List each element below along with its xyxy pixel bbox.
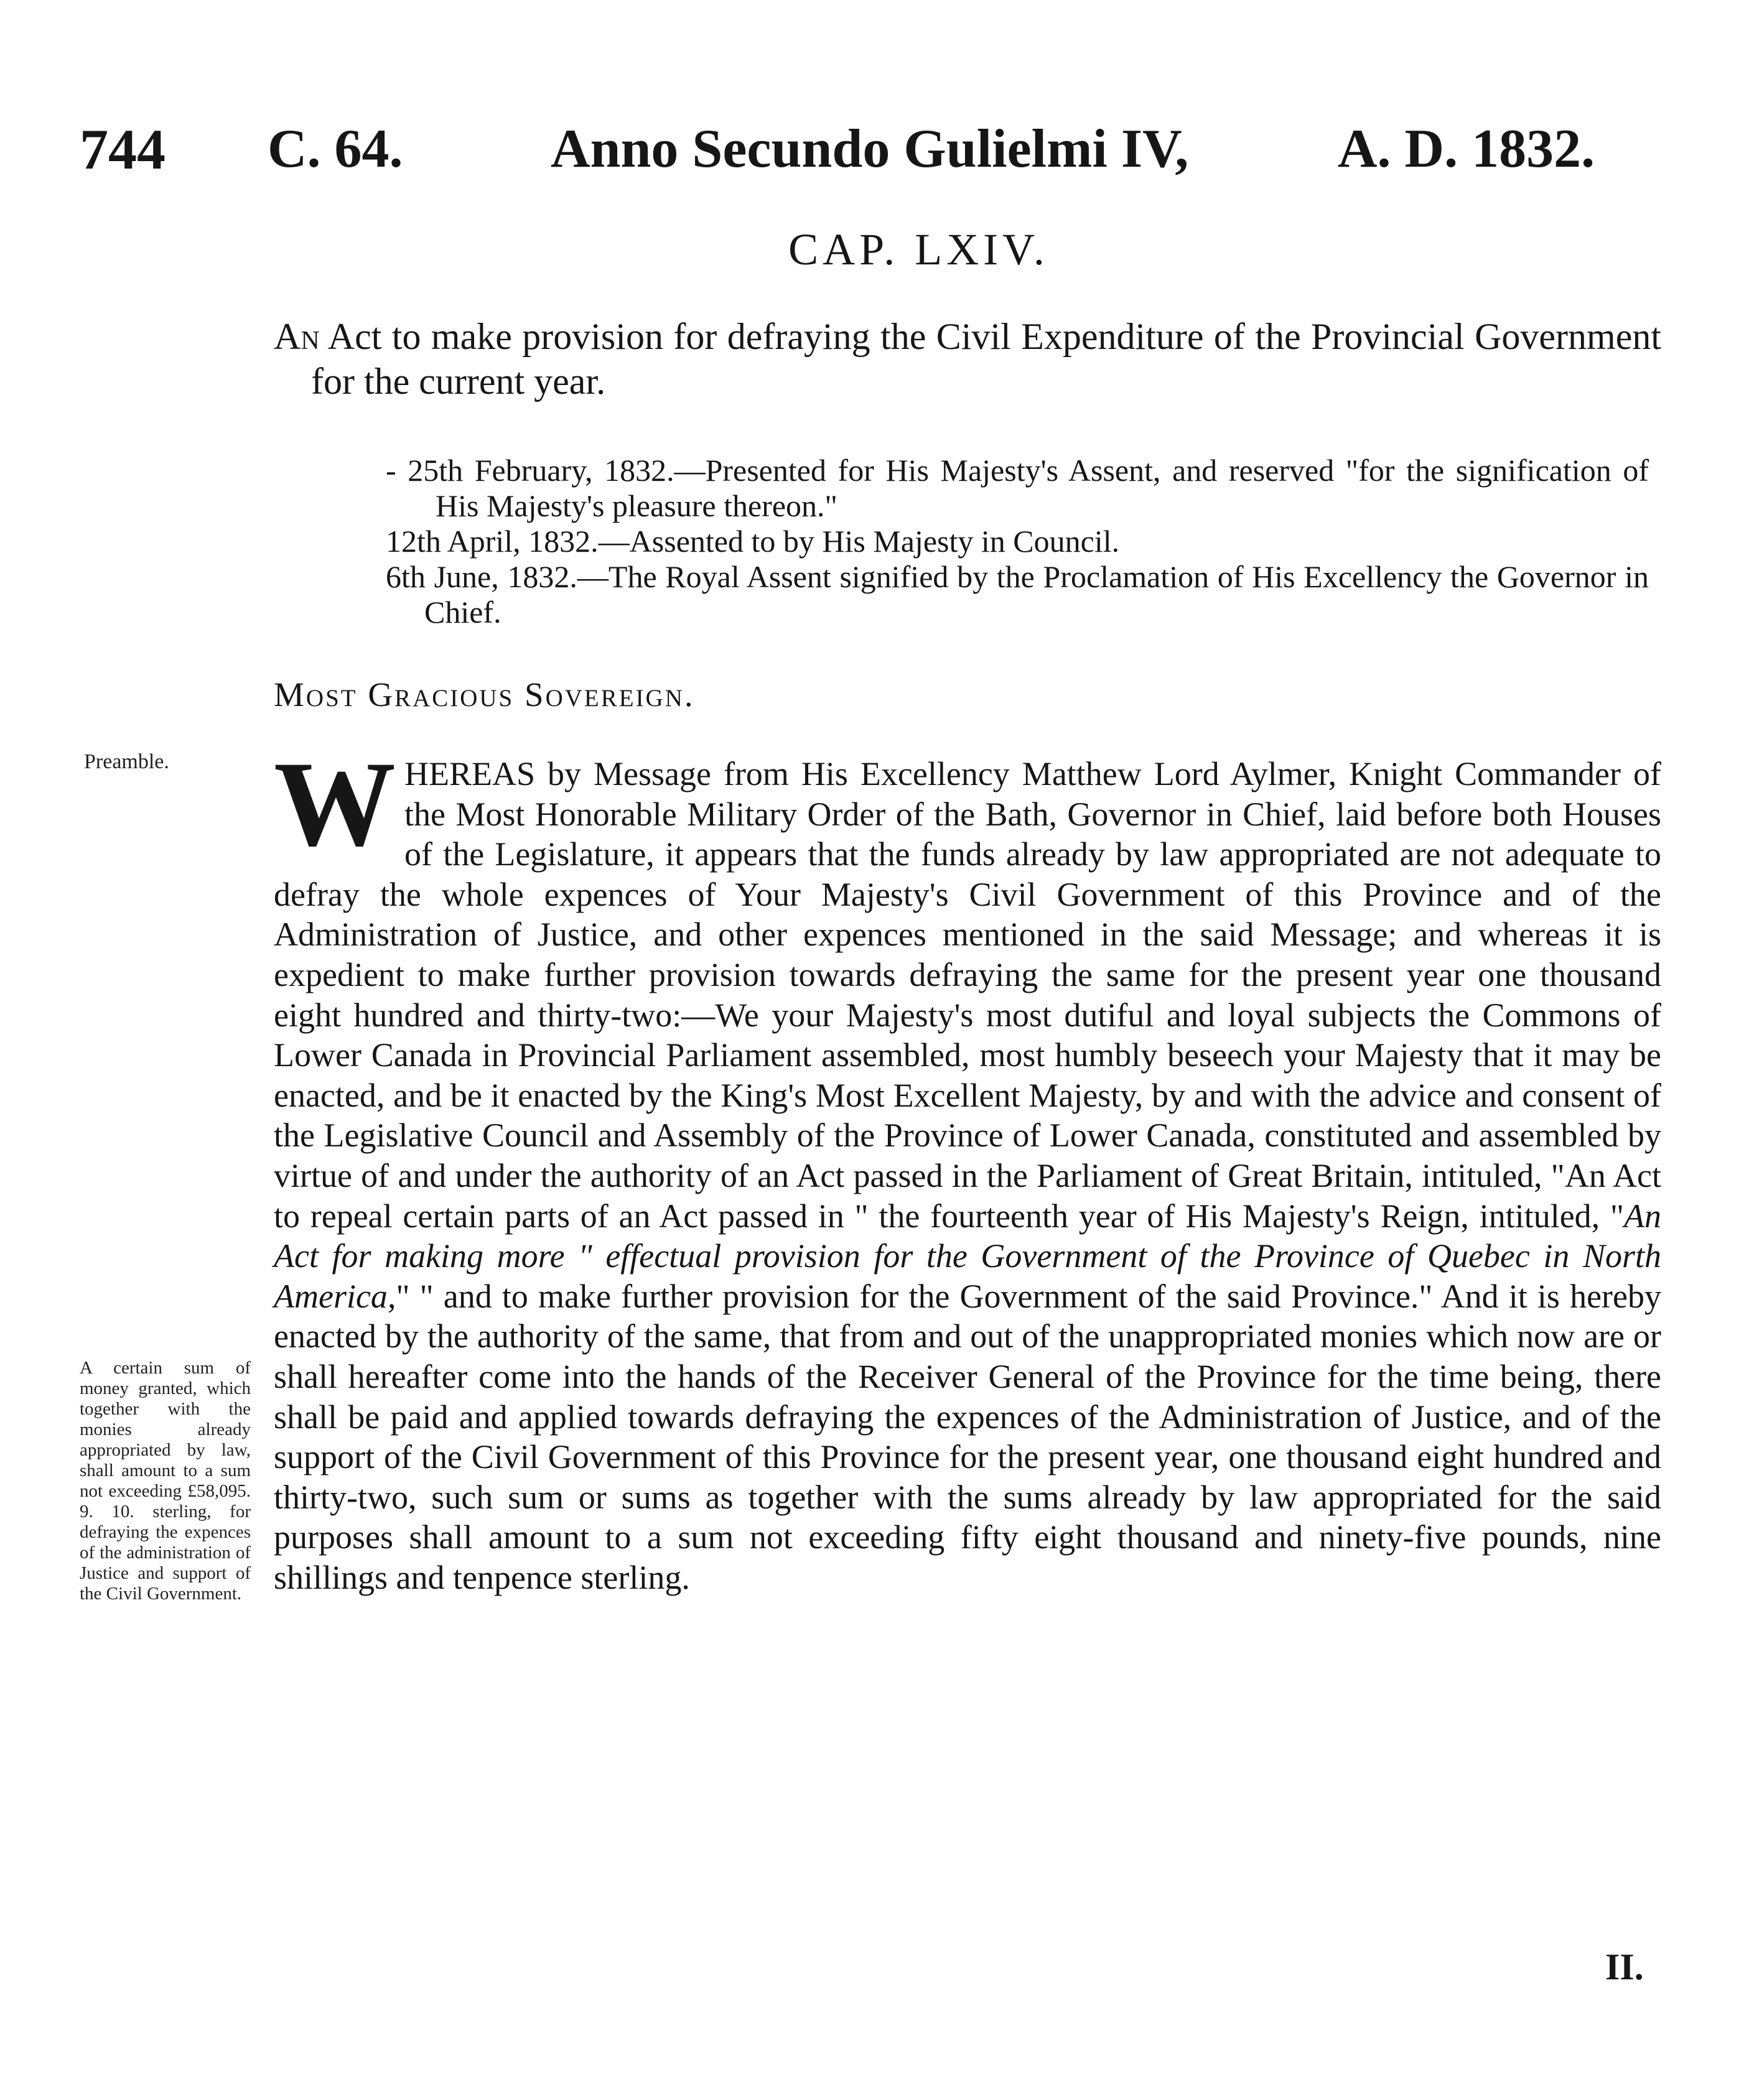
assent-dates — [386, 453, 1649, 630]
act-title-lead: An — [274, 316, 320, 357]
act-title — [274, 314, 1661, 404]
enacting-text — [274, 736, 1661, 1597]
body-text-italic-title: An Act for making more " effectual provision for the Government of the Province of Quebec in North America, — [274, 1197, 1661, 1315]
date-proclamation: 6th June, 1832.—The Royal Assent signified by the Proclamation of His Excellency the Governor in Chief. — [386, 559, 1649, 630]
date-presented: - 25th February, 1832.—Presented for His Majesty's Assent, and reserved "for the signification of His Majesty's pleasure thereon." — [386, 453, 1649, 523]
body-text-part-1: HEREAS by Message from His Excellency Matthew Lord Aylmer, Knight Commander of the Most Honorable Military Order of the Bath, Governor in Chief, laid before both Houses of the Legislature, it appears that the funds already by law appropriated are not adequate to defray the whole expences of Your Majesty's Civil Government of this Province and of the Administration of Justice, and other expences mentioned in the said Message; and whereas it is expedient to make further provision towards defraying the same for the present year one thousand eight hundred and thirty-two:—We your Majesty's most dutiful and loyal subjects the Commons of Lower Canada in Provincial Parliament assembled, most humbly beseech your Majesty that it may be enacted, and be it enacted by the King's Most Excellent Majesty, by and with the advice and consent of the Legislative Council and Assembly of the Province of Lower Canada, constituted and assembled by virtue of and under the authority of an Act passed in the Parliament of Great Britain, intituled, "An Act to repeal certain parts of an Act passed in " the fourteenth year of His Majesty's Reign, intituled, " — [274, 755, 1661, 1235]
cap-heading: CAP. LXIV. — [788, 225, 1049, 274]
page-number: 744 — [80, 118, 166, 181]
regnal-title: Anno Secundo Gulielmi IV, — [551, 119, 1189, 179]
body-text-part-2: " " and to make further provision for the Government of the said Province." And it is hereby enacted by the authority of the same, that from and out of the unappropriated monies which now are or shall hereafter come into the hands of the Receiver General of the Province for the time being, there shall be paid and applied towards defraying the expences of the Administration of Justice, and of the support of the Civil Government of this Province for the present year, one thousand eight hundred and thirty-two, such sum or sums as together with the sums already by law appropriated for the said purposes shall amount to a sum not exceeding fifty eight thousand and ninety-five pounds, nine shillings and tenpence sterling. — [274, 1277, 1661, 1596]
drop-cap: W — [274, 736, 396, 871]
catchword: II. — [1605, 1946, 1644, 1987]
salutation: Most Gracious Sovereign. — [274, 676, 695, 713]
margin-note-preamble: Preamble. — [84, 750, 169, 773]
chapter-number: C. 64. — [268, 119, 403, 179]
act-title-rest: Act to make provision for defraying the Civil Expenditure of the Provincial Government for the current year. — [311, 316, 1661, 402]
margin-note-sum: A certain sum of money granted, which together with the monies already appropriated by law, shall amount to a sum not exceeding £58,095. 9. 10. sterling, for defraying the expences of the administration of Justice and support of the Civil Government. — [80, 1358, 251, 1604]
running-header — [0, 115, 1744, 184]
date-assented: 12th April, 1832.—Assented to by His Majesty in Council. — [386, 524, 1120, 559]
year: A. D. 1832. — [1338, 119, 1595, 179]
